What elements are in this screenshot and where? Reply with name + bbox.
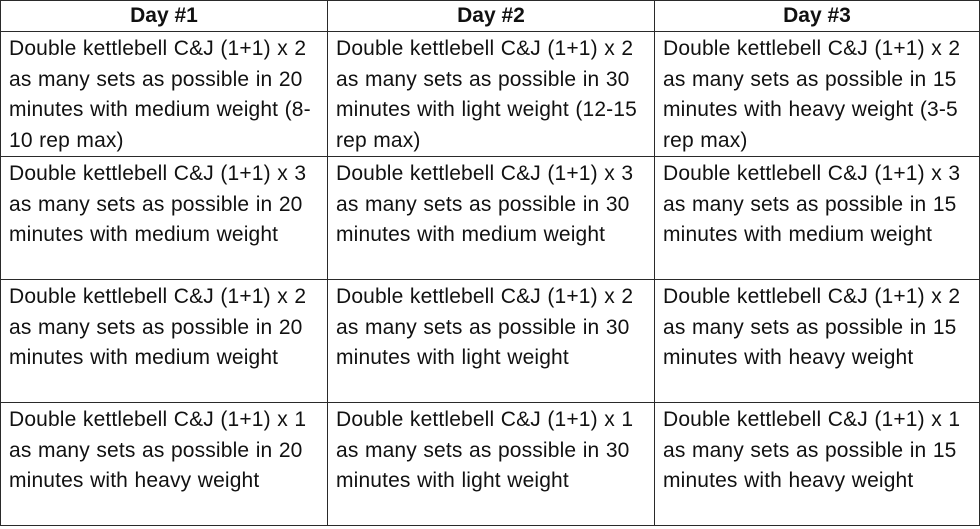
table-cell: Double kettlebell C&J (1+1) x 3 as many sets as possible in 20 minutes with medium weight [1,157,328,280]
header-day-2: Day #2 [328,1,655,32]
table-cell: Double kettlebell C&J (1+1) x 3 as many sets as possible in 30 minutes with medium weight [328,157,655,280]
table-row [1,32,980,157]
table-cell: Double kettlebell C&J (1+1) x 1 as many sets as possible in 30 minutes with light weight [328,403,655,526]
table-row [1,157,980,280]
table-row [1,280,980,403]
table-row [1,403,980,526]
table-cell: Double kettlebell C&J (1+1) x 1 as many sets as possible in 15 minutes with heavy weight [655,403,980,526]
header-row [1,1,980,32]
table-cell: Double kettlebell C&J (1+1) x 3 as many sets as possible in 15 minutes with medium weight [655,157,980,280]
table-cell: Double kettlebell C&J (1+1) x 2 as many sets as possible in 20 minutes with medium weight [1,280,328,403]
header-day-3: Day #3 [655,1,980,32]
table-cell: Double kettlebell C&J (1+1) x 2 as many sets as possible in 30 minutes with light weight [328,280,655,403]
table-cell: Double kettlebell C&J (1+1) x 2 as many sets as possible in 15 minutes with heavy weight (3-5 rep max) [655,32,980,157]
table-cell: Double kettlebell C&J (1+1) x 2 as many sets as possible in 15 minutes with heavy weight [655,280,980,403]
table-cell: Double kettlebell C&J (1+1) x 1 as many sets as possible in 20 minutes with heavy weight [1,403,328,526]
table-cell: Double kettlebell C&J (1+1) x 2 as many sets as possible in 20 minutes with medium weight (8-10 rep max) [1,32,328,157]
table-cell: Double kettlebell C&J (1+1) x 2 as many sets as possible in 30 minutes with light weight (12-15 rep max) [328,32,655,157]
header-day-1: Day #1 [1,1,328,32]
